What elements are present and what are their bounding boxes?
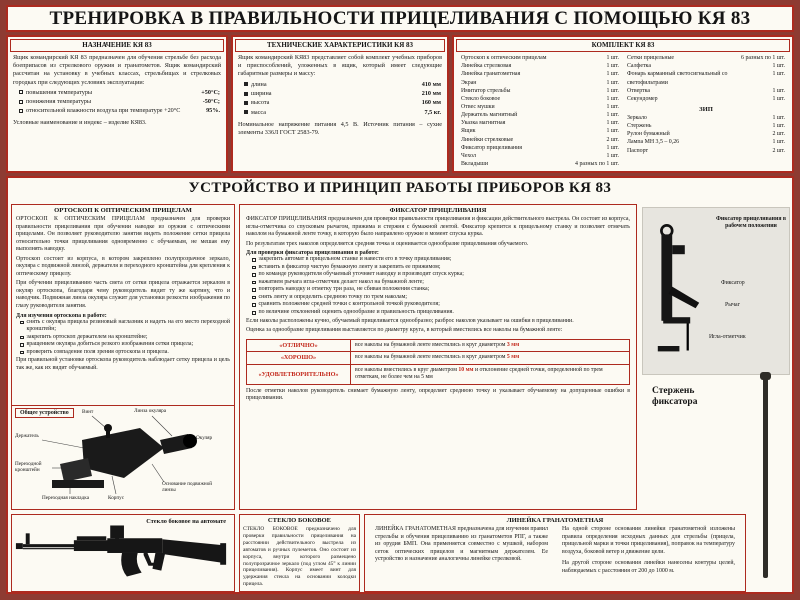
checklist-text: нажатием рычага игла-отметчик делает накол на бумажной ленте; <box>258 278 424 285</box>
condition-label: повышения температуры <box>26 88 93 96</box>
square-bullet-icon <box>19 109 23 113</box>
condition-value: 95%. <box>206 107 220 115</box>
kit-item <box>461 95 619 103</box>
diagram-label: Переходная накладка <box>42 495 89 501</box>
square-bullet-icon <box>19 90 23 94</box>
kit-item-qty: 1 шт. <box>772 123 785 130</box>
checkbox-square-icon <box>20 321 24 325</box>
checkbox-square-icon <box>20 351 24 355</box>
kit-item <box>627 130 785 138</box>
spec-item <box>233 98 447 107</box>
condition-value: +50°С; <box>201 88 220 96</box>
fiksator-paragraph: ФИКСАТОР ПРИЦЕЛИВАНИЯ предназначен для проверки правильности прицеливания и фиксации действительного выстрела. Он состоит из корпуса, иглы-отметчика со спусковым рычагом, прижима и стержня с бумажной лентой. Фиксатор крепится к прицельному станку и позволяет отмечать наколом на бумажной ленте точку, в которую было направлено оружие в момент спуска курка. <box>246 216 630 238</box>
rod-graphic <box>763 378 768 578</box>
checklist-item <box>240 309 636 317</box>
rating-grade: «УДОВЛЕТВОРИТЕЛЬНО» <box>247 365 351 384</box>
panel-tech-specs <box>231 35 449 173</box>
komplekt-right-list <box>627 54 785 103</box>
square-bullet-icon <box>244 101 248 105</box>
kit-item-qty: 1 шт. <box>772 87 785 94</box>
checklist-text: проверить совпадение поля зрения ортоскопа и прицела. <box>26 348 169 355</box>
spec-label: высота <box>251 99 270 107</box>
fiksator-photo <box>642 207 790 375</box>
spec-value: 410 мм <box>421 80 441 88</box>
panel-ortoskop <box>11 204 235 510</box>
kit-item <box>627 54 785 62</box>
tech-footer: Номинальное напряжение питания 4,5 В. Источник питания – сухие элементы 336Л ГОСТ 2583-79. <box>238 120 442 137</box>
kit-item <box>461 79 619 87</box>
checklist-item <box>12 349 234 357</box>
kit-item-name: Стержень <box>627 123 652 130</box>
kit-item <box>461 87 619 95</box>
ortoskop-checklist <box>12 319 234 357</box>
komplekt-left-column <box>457 54 623 168</box>
kit-item-name: Экран <box>461 79 477 86</box>
kit-item <box>627 95 785 103</box>
fiksator-part-label: Рычаг <box>725 302 740 308</box>
lineika-paragraph: На другой стороне основания линейки нанесены контуры целей, наблюдаемых с расстояния от 200 до 1000 м. <box>562 560 735 574</box>
kit-item <box>627 70 785 86</box>
kit-item <box>461 70 619 78</box>
checklist-text: по величине отклонений оценить однообразие и правильность прицеливания. <box>258 309 454 316</box>
diagram-label: Линза окуляра <box>134 408 166 414</box>
kit-item <box>461 119 619 127</box>
kit-item-qty: 1 шт. <box>606 152 619 159</box>
kit-item-name: Имитатор стрельбы <box>461 87 511 94</box>
fiksator-paragraph: Если наколы расположены кучно, обучаемый прицеливается однообразно; разброс наколов указывает на ошибки в прицеливании. <box>246 317 574 324</box>
fiksator-title: ФИКСАТОР ПРИЦЕЛИВАНИЯ <box>389 207 487 214</box>
kit-item <box>461 127 619 135</box>
kit-item-qty: 1 шт. <box>606 79 619 86</box>
kit-item-qty: 1 шт. <box>606 112 619 119</box>
kit-item-qty: 2 шт. <box>606 136 619 143</box>
square-bullet-icon <box>244 92 248 96</box>
kit-item-qty: 1 шт. <box>606 55 619 62</box>
checklist-text: вставить в фиксатор чистую бумажную ленту и закрепить ее прижимом; <box>258 263 441 270</box>
kit-item <box>627 62 785 70</box>
kit-item <box>461 144 619 152</box>
rating-grade: «ОТЛИЧНО» <box>247 340 351 352</box>
kit-item-qty: 1 шт. <box>772 71 785 78</box>
square-bullet-icon <box>244 110 248 114</box>
rating-grade: «ХОРОШО» <box>247 352 351 364</box>
condition-item <box>8 106 226 115</box>
kit-item-qty: 1 шт. <box>606 63 619 70</box>
kit-item <box>461 54 619 62</box>
fiksator-part-label: Игла-отметчик <box>709 334 746 340</box>
kit-item-name: Линейки стрелковые <box>461 136 514 143</box>
kit-item <box>627 87 785 95</box>
kit-item <box>461 136 619 144</box>
naznachenie-items <box>8 88 226 116</box>
fiksator-paragraph: Оценка за однообразие прицеливания выставляется по диаметру круга, в который вместились все наколы на бумажной ленте: <box>246 327 563 334</box>
checklist-text: закрепить автомат в прицельном станке и навести его в точку прицеливания; <box>258 256 452 263</box>
spec-value: 160 мм <box>421 99 441 107</box>
komplekt-right-column <box>623 54 789 168</box>
rating-text: все наколы вместились в круг диаметром 10 мм и отклонение средней точки, определенной по трем отметкам, не более чем на 5 мм <box>355 366 603 381</box>
steklo-title: СТЕКЛО БОКОВОЕ <box>267 517 332 524</box>
kit-item-qty: 2 шт. <box>772 131 785 138</box>
rating-text: все наколы на бумажной ленте вместились в круг диаметром 3 мм <box>355 341 520 348</box>
kit-item <box>627 114 785 122</box>
poster-title: ТРЕНИРОВКА В ПРАВИЛЬНОСТИ ПРИЦЕЛИВАНИЯ С ПОМОЩЬЮ КЯ 83 <box>49 7 751 29</box>
condition-label: относительной влажности воздуха при температуре +20°С <box>26 107 181 115</box>
spec-item <box>233 108 447 117</box>
panel-naznachenie <box>6 35 228 173</box>
checkbox-square-icon <box>252 296 256 300</box>
kit-item-qty: 1 шт. <box>772 95 785 102</box>
checkbox-square-icon <box>252 311 256 315</box>
checklist-text: вращением окуляра добиться резкого изображения сетки прицела; <box>26 341 194 348</box>
kit-item-name: Указка магнитная <box>461 120 506 127</box>
ortoskop-footer: При правильной установке ортоскопа руководитель наблюдает сетку прицела и цель так же, как их видит обучаемый. <box>16 357 230 371</box>
diagram-label: Переходной кронштейн <box>15 461 42 473</box>
spec-label: масса <box>251 108 266 116</box>
kit-item-qty: 1 шт. <box>606 95 619 102</box>
komplekt-title: КОМПЛЕКТ КЯ 83 <box>456 39 790 52</box>
kit-item-qty: 1 шт. <box>606 144 619 151</box>
ortoskop-paragraph: Ортоскоп состоит из корпуса, в котором закреплено полупрозрачное зеркало, окуляра с подвижной линзой, держателя и переходного кронштейна для крепления к оптическому прицелу. <box>16 255 230 277</box>
checkbox-square-icon <box>252 303 256 307</box>
kit-item-name: Лампа МН 3,5 – 0,26 <box>627 139 680 146</box>
kit-item-name: Линейка стрелковая <box>461 63 512 70</box>
section-title: УСТРОЙСТВО И ПРИНЦИП РАБОТЫ ПРИБОРОВ КЯ 83 <box>188 180 612 196</box>
kit-item-name: Чехол <box>461 152 476 159</box>
fiksator-photo-title: Фиксатор прицеливания в рабочем положении <box>715 216 787 230</box>
square-bullet-icon <box>244 82 248 86</box>
diagram-label: Винт <box>82 409 94 415</box>
panel-komplekt <box>452 35 794 173</box>
checklist-text: по команде руководителя обучаемый уточняет наводку и производит спуск курка; <box>258 271 464 278</box>
panel-steklo <box>239 514 360 592</box>
kit-item-qty: 1 шт. <box>772 63 785 70</box>
checklist-item <box>240 286 636 294</box>
checkbox-square-icon <box>20 336 24 340</box>
kit-item <box>627 122 785 130</box>
condition-item <box>8 97 226 106</box>
panel-lineika <box>364 514 746 592</box>
checkbox-square-icon <box>252 266 256 270</box>
steklo-body: СТЕКЛО БОКОВОЕ предназначено для проверки правильности прицеливания на расстоянии действительного выстрела из автоматов и ручных пулеметов. Оно состоит из корпуса, внутри которого размещено полупрозрачное зеркало (под углом 45° к линии прицеливания). Корпус имеет винт для удержания стекла на основании колодки прицела. <box>243 526 356 588</box>
kit-item-qty: 6 разных по 1 шт. <box>741 55 785 62</box>
diagram-label: Основание подвижной линзы <box>162 481 213 493</box>
ortoskop-paragraph: ОРТОСКОП К ОПТИЧЕСКИМ ПРИЦЕЛАМ предназначен для проверки правильности прицеливания при обучении наводке из оружия с оптическими прицелами. Он позволяет руководителю занятия видеть положение сетки прицела относительно точки прицеливания одновременно с обучаемым, не мешая ему выполнять наводку. <box>16 216 230 253</box>
checklist-item <box>12 341 234 349</box>
ortoskop-title: ОРТОСКОП К ОПТИЧЕСКИМ ПРИЦЕЛАМ <box>54 207 192 214</box>
kit-item <box>461 160 619 168</box>
checkbox-square-icon <box>20 343 24 347</box>
rifle-caption: Стекло боковое на автомате <box>146 518 226 525</box>
checklist-text: снять с окуляра прицела резиновый наглазник и надеть на его место переходной кронштейн; <box>26 318 230 333</box>
spec-item <box>233 80 447 89</box>
kit-item-name: Секундомер <box>627 95 658 102</box>
poster-title-bar <box>6 5 794 32</box>
lineika-paragraph: ЛИНЕЙКА ГРАНАТОМЕТНАЯ предназначена для изучения правил стрельбы и обучения прицеливанию из гранатометов РПГ, а также из орудия БМП. Она применяется совместно с мушкой, набором сеток оптических прицелов и магнитным держателем. Ее устройство и назначение аналогичны линейке стрелковой. <box>375 526 548 563</box>
zip-list <box>627 114 785 155</box>
ortoskop-diagram <box>12 405 234 509</box>
kit-item-name: Паспорт <box>627 147 649 154</box>
kit-item-qty: 1 шт. <box>606 128 619 135</box>
diagram-label: Окуляр <box>196 435 213 441</box>
kit-item <box>627 138 785 146</box>
tech-items <box>233 80 447 117</box>
spec-value: 210 мм <box>421 89 441 97</box>
rating-row <box>247 352 629 365</box>
square-bullet-icon <box>19 100 23 104</box>
fiksator-paragraph: После отметки наколов руководитель снимает бумажную ленту, определяет среднюю точку и указывает обучаемому на допущенные ошибки в прицеливании. <box>246 387 630 402</box>
condition-value: -50°С; <box>202 98 220 106</box>
rifle-silhouette <box>12 515 232 589</box>
fiksator-part-label: Фиксатор <box>721 280 745 286</box>
kit-item <box>461 62 619 70</box>
condition-label: понижения температуры <box>26 98 92 106</box>
checkbox-square-icon <box>252 273 256 277</box>
checklist-text: снять ленту и определить среднюю точку по трем наколам; <box>258 293 408 300</box>
spec-label: длина <box>251 80 267 88</box>
rating-row <box>247 340 629 353</box>
kit-item <box>461 103 619 111</box>
checklist-text: сравнить положение средней точки с контрольной точкой руководителя; <box>258 301 440 308</box>
rating-text: все наколы на бумажной ленте вместились в круг диаметром 5 мм <box>355 354 520 361</box>
kit-item-name: Зеркало <box>627 114 647 121</box>
panel-fiksator <box>239 204 637 510</box>
diagram-label: Корпус <box>108 495 125 501</box>
checklist-text: повторить наводку и отметку три раза, не сбивая положения станка; <box>258 286 430 293</box>
fiksator-checklist <box>240 256 636 316</box>
condition-item <box>8 88 226 97</box>
kit-item-name: Салфетка <box>627 63 651 70</box>
checklist-item <box>12 319 234 334</box>
lineika-title: ЛИНЕЙКА ГРАНАТОМЕТНАЯ <box>506 517 604 524</box>
kit-item-qty: 1 шт. <box>606 87 619 94</box>
naznachenie-body: Ящик командирский КЯ 83 предназначен для обучения стрельбе без расхода боеприпасов из стрелкового оружия и гранатометов. Ящик командирский рассчитан на установку в учебных классах, стрельбищах и стрелковых городках при следующих условиях эксплуатации: <box>13 54 221 86</box>
kit-item-name: Ортоскоп к оптическим прицелам <box>461 55 547 62</box>
checklist-item <box>240 301 636 309</box>
kit-item-qty: 1 шт. <box>606 71 619 78</box>
kit-item-qty: 2 шт. <box>772 147 785 154</box>
diagram-label: Держатель <box>15 433 39 439</box>
kit-item-name: Ящик <box>461 128 476 135</box>
kit-item-qty: 1 шт. <box>606 120 619 127</box>
kit-item-name: Вкладыши <box>461 160 488 167</box>
checklist-item <box>240 271 636 279</box>
kit-item <box>461 111 619 119</box>
checkbox-square-icon <box>252 258 256 262</box>
kit-item-qty: 4 разных по 1 шт. <box>575 160 619 167</box>
kit-item <box>461 152 619 160</box>
kit-item-name: Линейка гранатометная <box>461 71 521 78</box>
kit-item-qty: 1 шт. <box>772 139 785 146</box>
checkbox-square-icon <box>252 281 256 285</box>
kit-item-name: Держатель магнитный <box>461 112 518 119</box>
spec-label: ширина <box>251 89 272 97</box>
fiksator-paragraph: По результатам трех наколов определяется средняя точка и оценивается однообразие прицеливания обучаемого. <box>246 240 529 247</box>
kit-item-name: Сетки прицельные <box>627 55 675 62</box>
kit-item-qty: 1 шт. <box>606 103 619 110</box>
zip-title: ЗИП <box>699 105 713 113</box>
checklist-item <box>240 256 636 264</box>
checklist-text: закрепить ортоскоп держателем на кронштейне; <box>26 333 148 340</box>
spec-value: 7,5 кг. <box>424 108 441 116</box>
checkbox-square-icon <box>252 288 256 292</box>
kit-item <box>627 147 785 155</box>
tech-body: Ящик командирский КЯ83 представляет собой комплект учебных приборов и приспособлений, уложенных в ящик, который имеет следующие габаритные размеры и массу: <box>238 54 442 78</box>
kit-item-name: Стекло боковое <box>461 95 501 102</box>
kit-item-name: Фонарь карманный светосигнальный со светофильтрами <box>627 71 728 86</box>
fiksator-list-title: Для проверки фиксатора прицеливания в работе: <box>246 250 379 257</box>
lineika-paragraph: На одной стороне основания линейки гранатометной изложены правила определения исходных данных для стрельбы (прицела, прицельной марки и точки прицеливания), поправок на температуру воздуха, боковой ветер и движение цели. <box>562 526 735 555</box>
kit-item-name: Отвертка <box>627 87 651 94</box>
kit-item-qty: 1 шт. <box>772 114 785 121</box>
spec-item <box>233 89 447 98</box>
rod-label: Стержень фиксатора <box>652 386 698 408</box>
naznachenie-title: НАЗНАЧЕНИЕ КЯ 83 <box>10 39 224 52</box>
tech-title: ТЕХНИЧЕСКИЕ ХАРАКТЕРИСТИКИ КЯ 83 <box>235 39 445 52</box>
ortoskop-paragraph: При обучении прицеливанию часть света от сетки прицела отражается зеркалом в окуляр ортоскопа, благодаря чему руководитель видит ту же картину, что и наводчик. Подвижная линза окуляра служит для установки резкости изображения по глазу руководителя занятия. <box>16 280 230 310</box>
kit-item-name: Рулон бумажный <box>627 131 670 138</box>
panel-rifle-photo <box>11 514 235 592</box>
rating-table <box>246 339 630 385</box>
kit-item-name: Отвес мушки <box>461 103 495 110</box>
fiksator-device-drawing <box>647 212 719 372</box>
diagram-title: Общее устройство <box>15 408 74 418</box>
naznachenie-footer: Условные наименование и индекс – изделие КЯ83. <box>13 118 147 126</box>
ortoskop-list-title: Для изучения ортоскопа в работе: <box>16 312 107 319</box>
rating-row <box>247 365 629 384</box>
kit-item-name: Фиксатор прицеливания <box>461 144 522 151</box>
